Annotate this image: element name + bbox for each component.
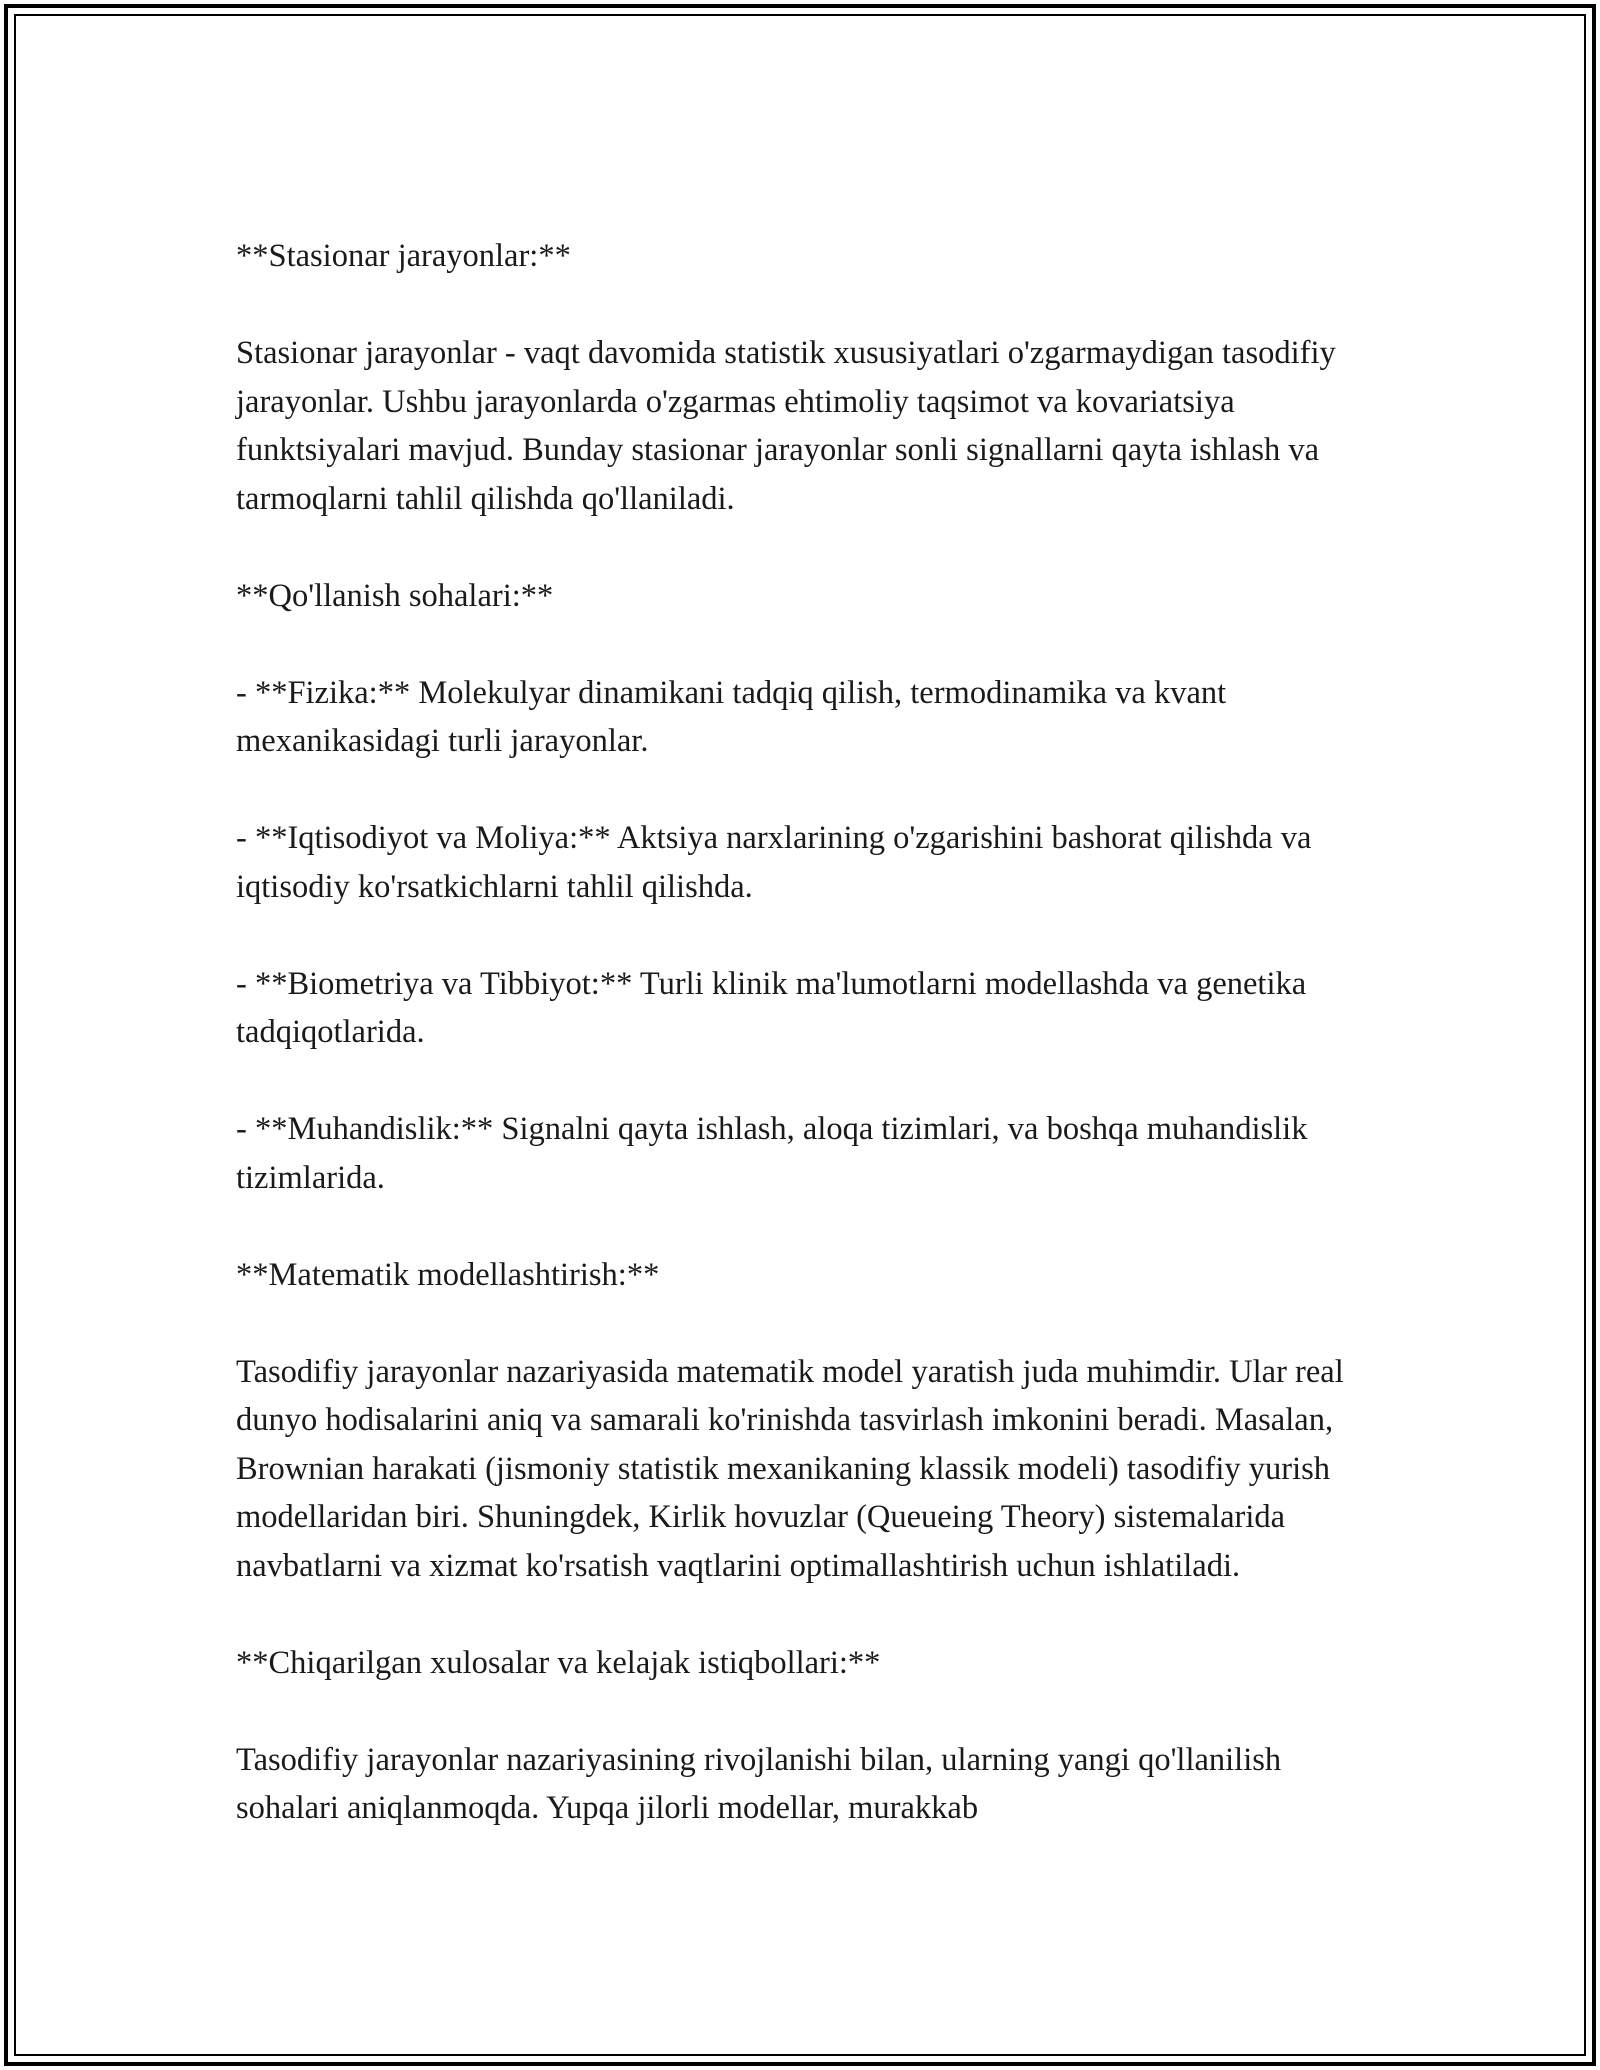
document-body <box>236 232 1366 1881</box>
heading-xulosalar: **Chiqarilgan xulosalar va kelajak istiqbollari:** <box>236 1644 881 1681</box>
heading-qollanish-sohalari: **Qo'llanish sohalari:** <box>236 577 554 614</box>
list-item-biometriya: - **Biometriya va Tibbiyot:** Turli klinik ma'lumotlarni modellashda va genetika tadqiqotlarida. <box>236 965 1307 1050</box>
list-item-iqtisodiyot: - **Iqtisodiyot va Moliya:** Aktsiya narxlarining o'zgarishini bashorat qilishda va iqtisodiy ko'rsatkichlarni tahlil qilishda. <box>236 820 1312 905</box>
list-item-muhandislik: - **Muhandislik:** Signalni qayta ishlash, aloqa tizimlari, va boshqa muhandislik tizimlarida. <box>236 1111 1308 1196</box>
list-item-fizika: - **Fizika:** Molekulyar dinamikani tadqiq qilish, termodinamika va kvant mexanikasidagi turli jarayonlar. <box>236 674 1227 759</box>
paragraph-xulosalar: Tasodifiy jarayonlar nazariyasining rivojlanishi bilan, ularning yangi qo'llanilish sohalari aniqlanmoqda. Yupqa jilorli modellar, murakkab <box>236 1741 1282 1826</box>
paragraph-matematik-model: Tasodifiy jarayonlar nazariyasida matematik model yaratish juda muhimdir. Ular real dunyo hodisalarini aniq va samarali ko'rinishda tasvirlash imkonini beradi. Masalan, Brownian harakati (jismoniy statistik mexanikaning klassik modeli) tasodifiy yurish modellaridan biri. Shuningdek, Kirlik hovuzlar (Queueing Theory) sistemalarida navbatlarni va xizmat ko'rsatish vaqtlarini optimallashtirish uchun ishlatiladi. <box>236 1353 1344 1584</box>
paragraph-stasionar-definition: Stasionar jarayonlar - vaqt davomida statistik xususiyatlari o'zgarmaydigan tasodifiy jarayonlar. Ushbu jarayonlarda o'zgarmas ehtimoliy taqsimot va kovariatsiya funktsiyalari mavjud. Bunday stasionar jarayonlar sonli signallarni qayta ishlash va tarmoqlarni tahlil qilishda qo'llaniladi. <box>236 335 1336 517</box>
heading-matematik-modellashtirish: **Matematik modellashtirish:** <box>236 1256 660 1293</box>
heading-stasionar-jarayonlar: **Stasionar jarayonlar:** <box>236 238 571 274</box>
